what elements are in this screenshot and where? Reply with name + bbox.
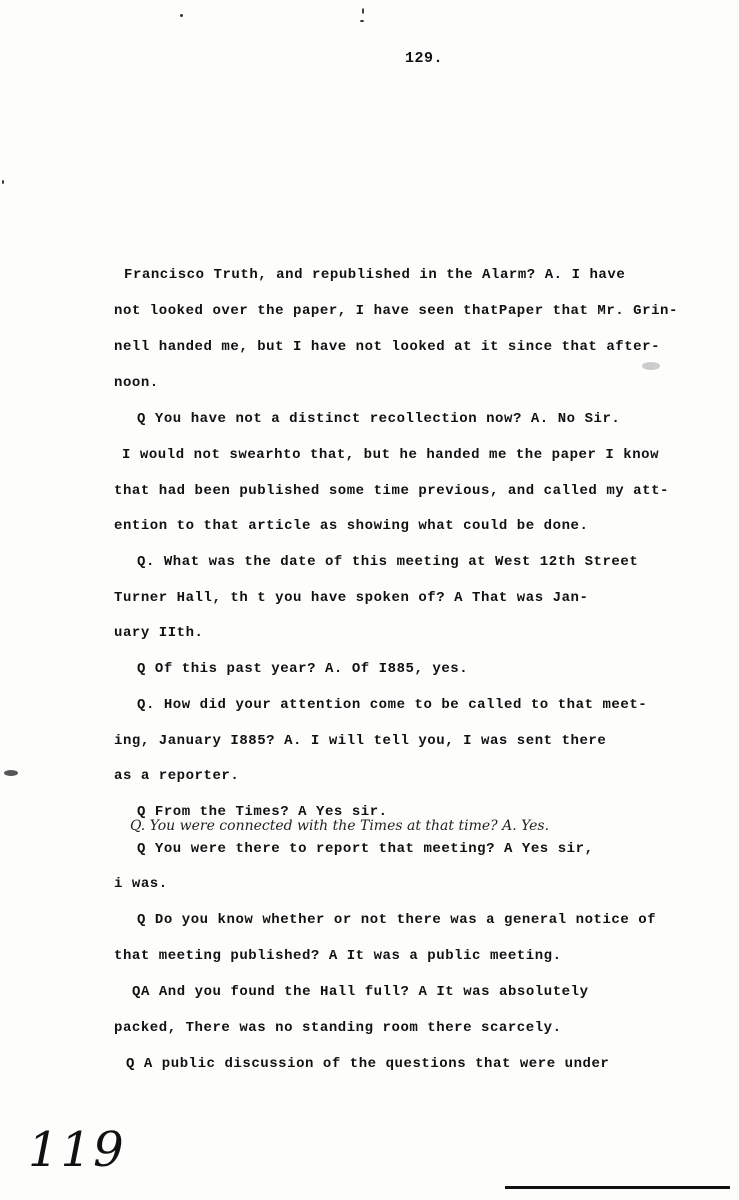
scan-speck <box>180 14 183 17</box>
text-line: Q Of this past year? A. Of I885, yes. <box>137 661 469 677</box>
text-line: QA And you found the Hall full? A It was absolutely <box>132 984 589 1000</box>
text-line: Q. How did your attention come to be called to that meet- <box>137 697 648 713</box>
text-line: as a reporter. <box>114 768 240 784</box>
scan-speck <box>642 362 660 370</box>
text-line: uary IIth. <box>114 625 204 641</box>
bottom-rule <box>505 1186 730 1189</box>
text-line: Q A public discussion of the questions that were under <box>126 1056 610 1072</box>
scan-speck <box>362 8 364 14</box>
text-line: Q From the Times? A Yes sir. <box>137 804 388 820</box>
text-line: I would not swearhto that, but he handed me the paper I know <box>122 447 660 463</box>
text-line: nell handed me, but I have not looked at it since that after- <box>114 339 661 355</box>
text-line: Q Do you know whether or not there was a general notice of <box>137 912 657 928</box>
text-line: ention to that article as showing what could be done. <box>114 518 589 534</box>
scan-speck <box>360 20 364 22</box>
page-number: 129. <box>405 50 444 67</box>
text-line: that had been published some time previous, and called my att- <box>114 483 669 499</box>
text-line: Q You have not a distinct recollection now? A. No Sir. <box>137 411 621 427</box>
text-line: Francisco Truth, and republished in the Alarm? A. I have <box>124 267 626 283</box>
text-line: Q. What was the date of this meeting at West 12th Street <box>137 554 639 570</box>
text-line: that meeting published? A It was a public meeting. <box>114 948 562 964</box>
text-line: i was. <box>114 876 168 892</box>
handwritten-folio-number: 119 <box>28 1122 126 1178</box>
text-line: Turner Hall, th t you have spoken of? A That was Jan- <box>114 590 589 606</box>
text-line: Q You were there to report that meeting? A Yes sir, <box>137 841 594 857</box>
scan-speck <box>4 770 18 776</box>
text-line: packed, There was no standing room there scarcely. <box>114 1020 562 1036</box>
text-line: noon. <box>114 375 159 391</box>
handwritten-insert: Q. You were connected with the Times at that time? A. Yes. <box>130 818 550 834</box>
text-line: ing, January I885? A. I will tell you, I was sent there <box>114 733 607 749</box>
text-line: not looked over the paper, I have seen thatPaper that Mr. Grin- <box>114 303 678 319</box>
scan-speck <box>2 180 4 184</box>
